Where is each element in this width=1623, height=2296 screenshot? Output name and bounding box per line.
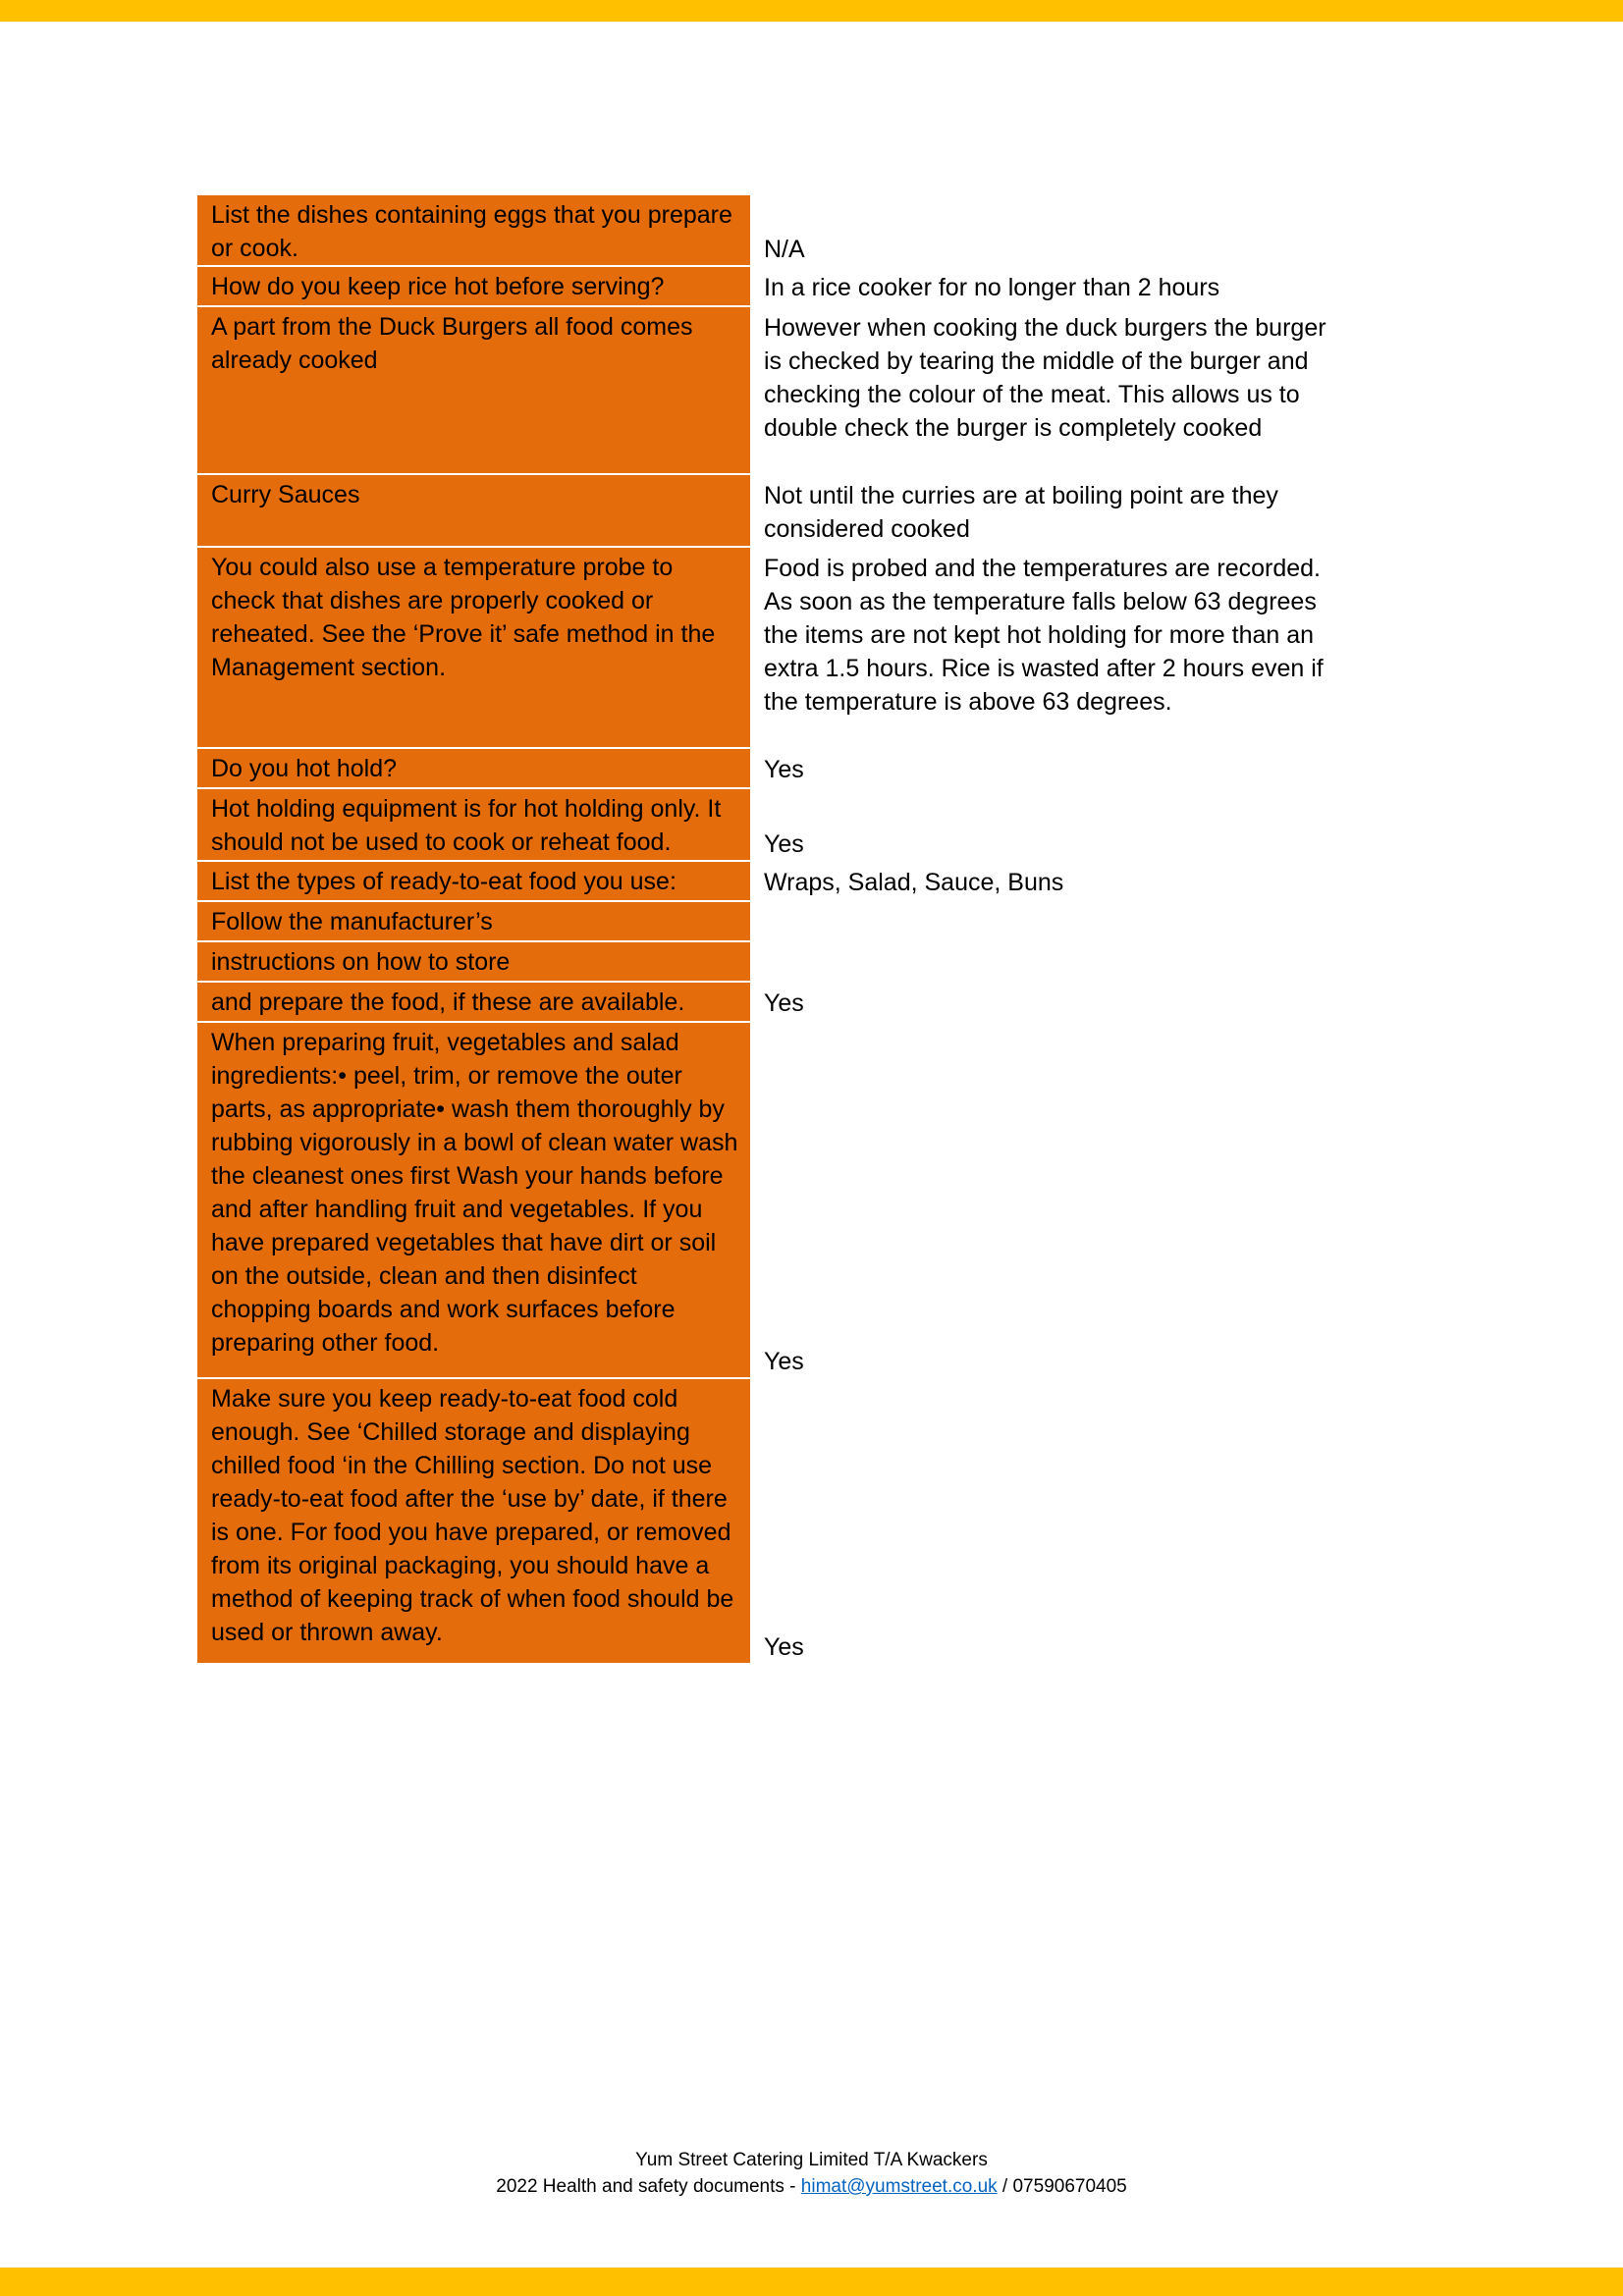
question-cell: How do you keep rice hot before serving?	[197, 266, 750, 306]
food-safety-table	[197, 195, 1336, 1665]
table-row	[197, 266, 1336, 306]
table-row	[197, 1022, 1336, 1378]
table-row	[197, 982, 1336, 1022]
table-row	[197, 1378, 1336, 1664]
question-cell: You could also use a temperature probe to check that dishes are properly cooked or reheated. See the ‘Prove it’ safe method in the Management section.	[197, 547, 750, 748]
table-row	[197, 306, 1336, 474]
question-cell: List the dishes containing eggs that you prepare or cook.	[197, 195, 750, 266]
footer-doc-label: 2022 Health and safety documents -	[496, 2176, 801, 2197]
table-row	[197, 474, 1336, 547]
answer-cell: Yes	[750, 788, 1336, 861]
answer-cell: Food is probed and the temperatures are recorded. As soon as the temperature falls below 63 degrees the items are not kept hot holding for more than an extra 1.5 hours. Rice is wasted after 2 hours even if the temperature is above 63 degrees.	[750, 547, 1336, 748]
page-footer	[0, 2147, 1623, 2200]
answer-cell	[750, 901, 1336, 941]
question-cell: Make sure you keep ready-to-eat food cold enough. See ‘Chilled storage and displaying chilled food ‘in the Chilling section. Do not use ready-to-eat food after the ‘use by’ date, if there is one. For food you have prepared, or removed from its original packaging, you should have a method of keeping track of when food should be used or thrown away.	[197, 1378, 750, 1664]
answer-cell: In a rice cooker for no longer than 2 hours	[750, 266, 1336, 306]
table-row	[197, 941, 1336, 982]
answer-cell	[750, 941, 1336, 982]
answer-cell: Yes	[750, 1378, 1336, 1664]
bottom-accent-band	[0, 2268, 1623, 2296]
answer-cell: N/A	[750, 195, 1336, 266]
question-cell: A part from the Duck Burgers all food comes already cooked	[197, 306, 750, 474]
footer-phone: / 07590670405	[997, 2176, 1127, 2197]
footer-email-link[interactable]: himat@yumstreet.co.uk	[800, 2176, 998, 2197]
answer-cell: Not until the curries are at boiling point are they considered cooked	[750, 474, 1336, 547]
table-row	[197, 901, 1336, 941]
question-cell: List the types of ready-to-eat food you use:	[197, 861, 750, 901]
table-row	[197, 547, 1336, 748]
question-cell: Follow the manufacturer’s	[197, 901, 750, 941]
answer-cell: Wraps, Salad, Sauce, Buns	[750, 861, 1336, 901]
table-row	[197, 748, 1336, 788]
top-accent-band	[0, 0, 1623, 22]
question-cell: Do you hot hold?	[197, 748, 750, 788]
question-cell: and prepare the food, if these are available.	[197, 982, 750, 1022]
table-row	[197, 195, 1336, 266]
question-cell: Curry Sauces	[197, 474, 750, 547]
answer-cell: Yes	[750, 748, 1336, 788]
table-row	[197, 788, 1336, 861]
question-cell: instructions on how to store	[197, 941, 750, 982]
question-cell: When preparing fruit, vegetables and salad ingredients:• peel, trim, or remove the outer parts, as appropriate• wash them thoroughly by rubbing vigorously in a bowl of clean water wash the cleanest ones first Wash your hands before and after handling fruit and vegetables. If you have prepared vegetables that have dirt or soil on the outside, clean and then disinfect chopping boards and work surfaces before preparing other food.	[197, 1022, 750, 1378]
answer-cell: However when cooking the duck burgers the burger is checked by tearing the middle of the burger and checking the colour of the meat. This allows us to double check the burger is completely cooked	[750, 306, 1336, 474]
table-row	[197, 861, 1336, 901]
footer-company-name: Yum Street Catering Limited T/A Kwackers	[635, 2150, 988, 2170]
table-body	[197, 195, 1336, 1664]
footer-contact-line	[0, 2173, 1623, 2200]
question-cell: Hot holding equipment is for hot holding only. It should not be used to cook or reheat food.	[197, 788, 750, 861]
answer-cell: Yes	[750, 982, 1336, 1022]
answer-cell: Yes	[750, 1022, 1336, 1378]
